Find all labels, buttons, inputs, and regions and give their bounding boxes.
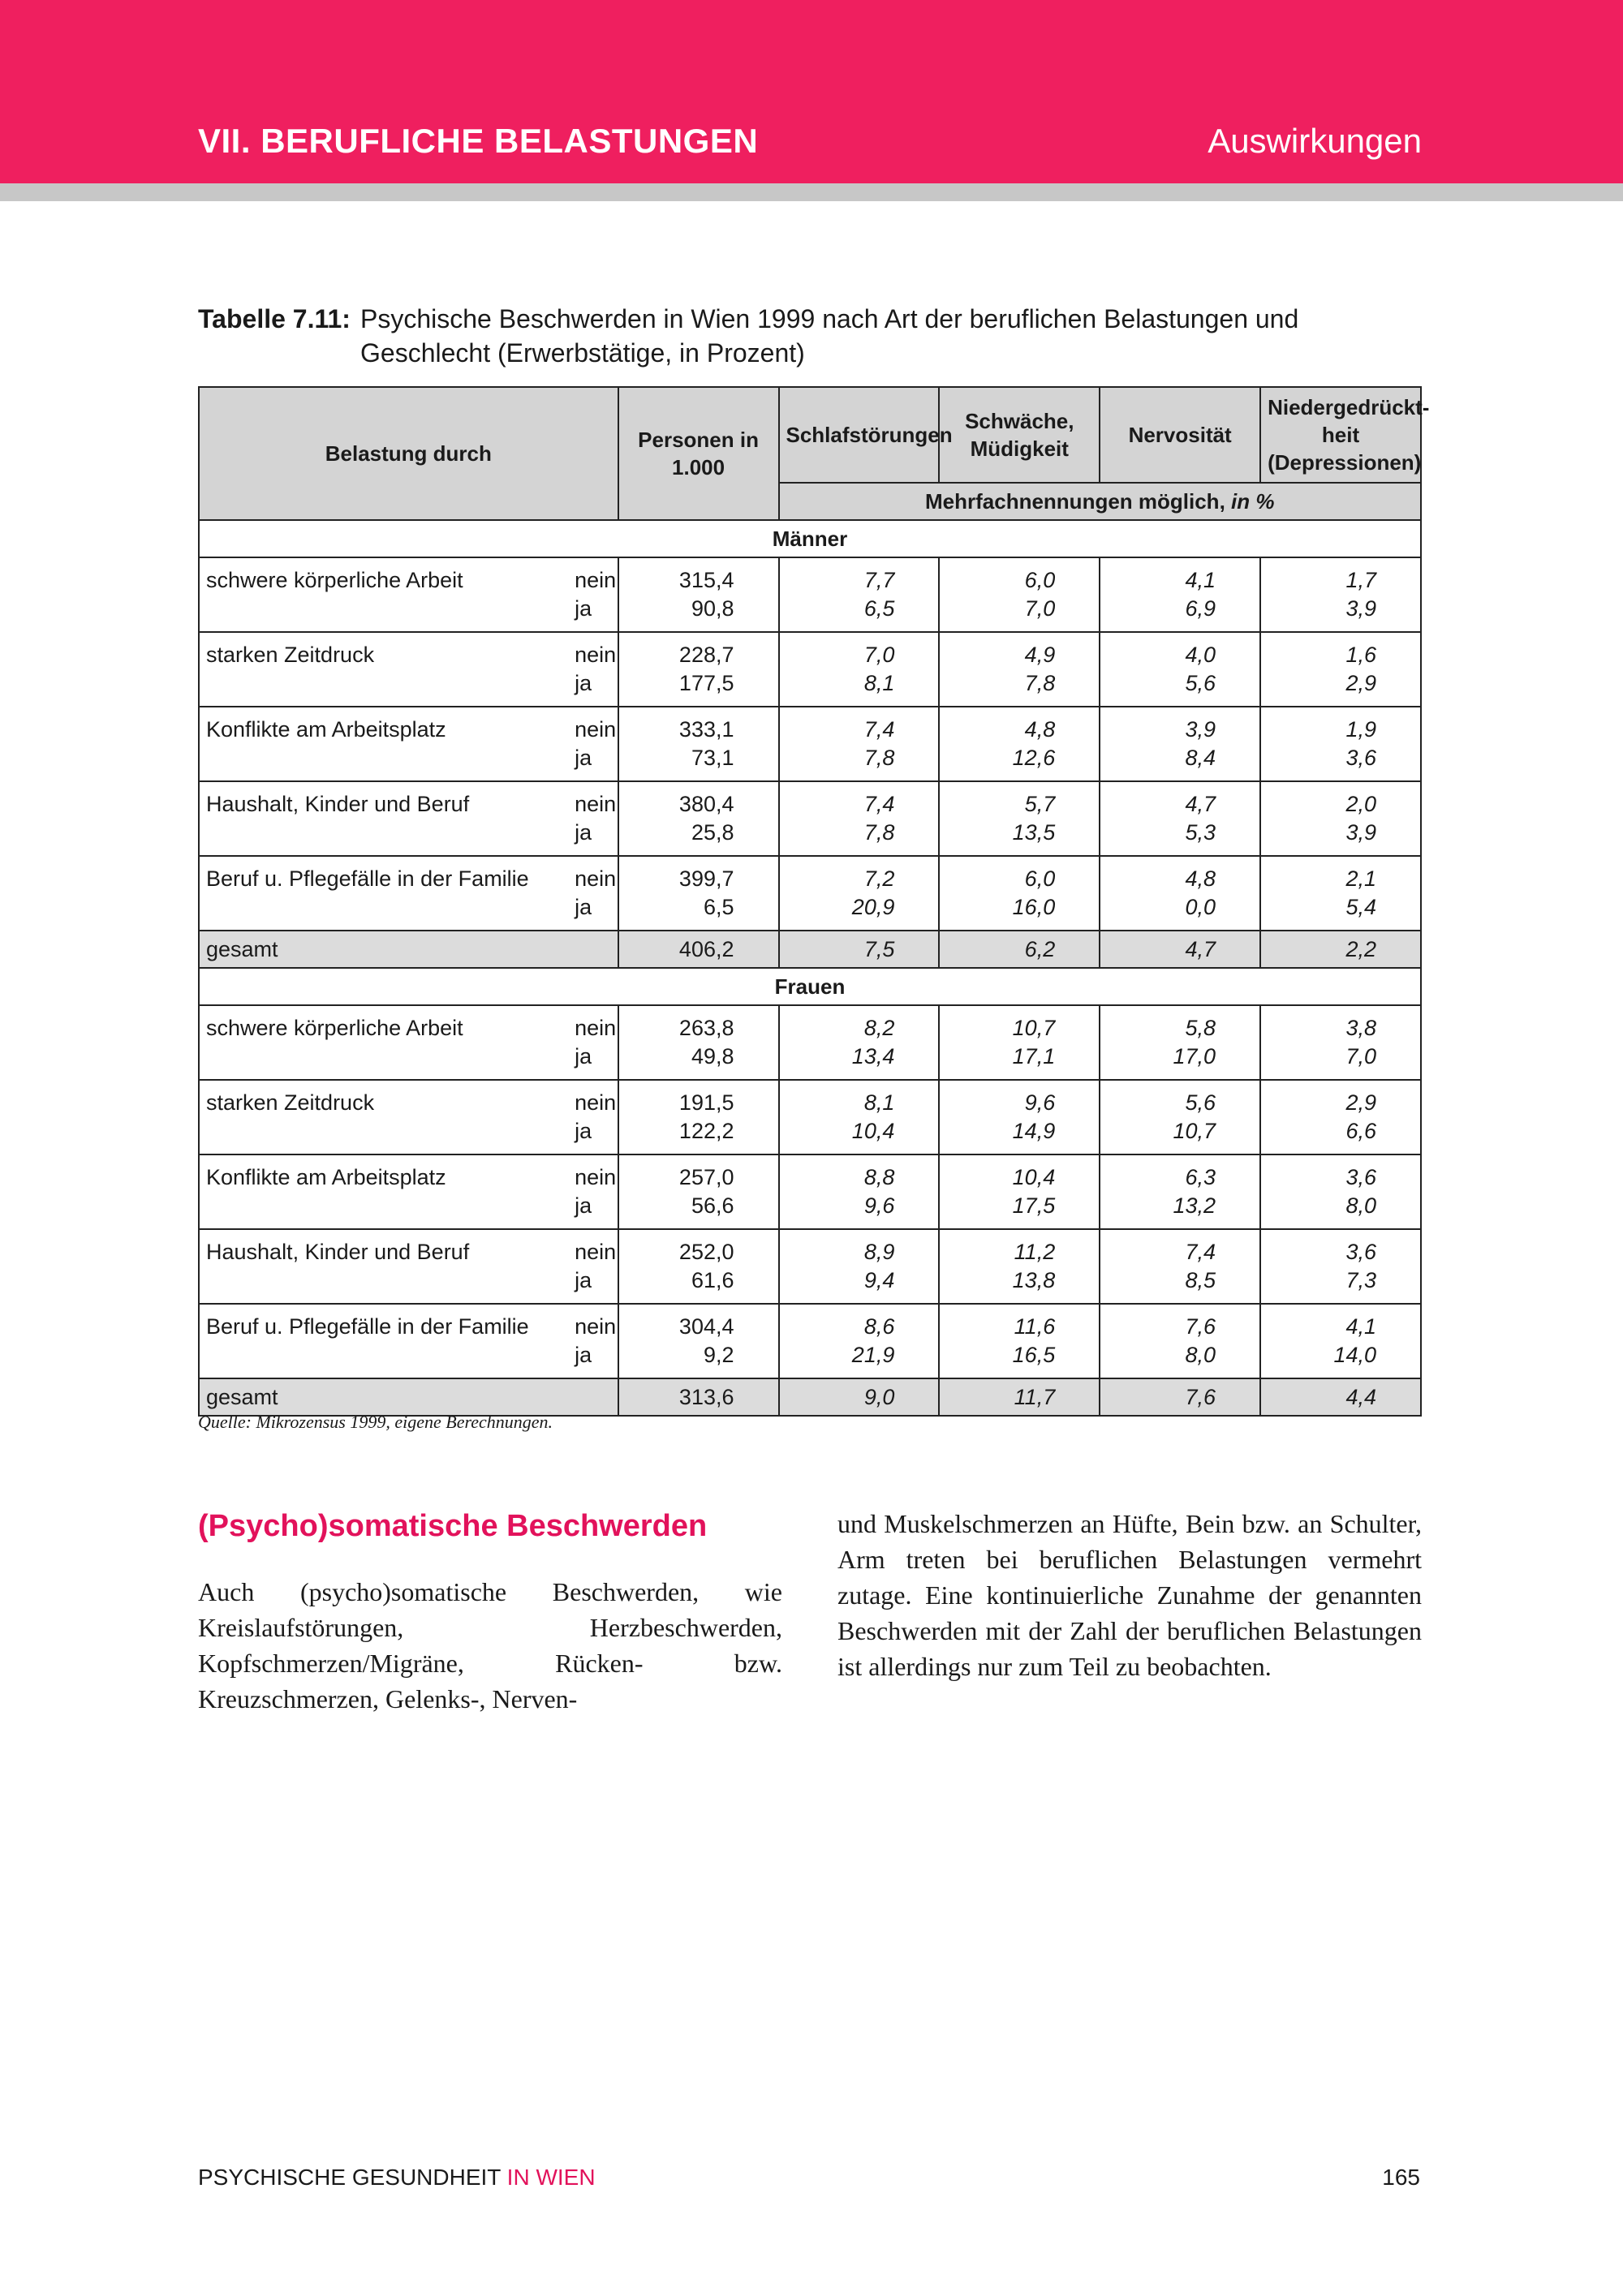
value-ja: 17,1 <box>1012 1044 1056 1068</box>
ja-label: ja <box>575 1343 592 1367</box>
total-personen: 406,2 <box>618 931 779 968</box>
value-ja: 17,5 <box>1012 1193 1056 1218</box>
ja-label: ja <box>575 671 592 695</box>
value-ja: 177,5 <box>678 671 734 695</box>
total-personen: 313,6 <box>618 1378 779 1416</box>
value-nein: 5,7 <box>1024 792 1056 816</box>
cell-personen <box>618 632 779 707</box>
value-nein: 11,2 <box>1014 1240 1056 1264</box>
value-nein: 6,0 <box>1024 866 1056 891</box>
row-label: starken Zeitdruck <box>199 1080 568 1154</box>
value-nein: 7,4 <box>863 717 895 742</box>
cell-schwaeche <box>939 632 1100 707</box>
cell-personen <box>618 1154 779 1229</box>
total-nieder: 4,4 <box>1260 1378 1421 1416</box>
nein-label: nein <box>575 1314 617 1339</box>
value-nein: 4,8 <box>1185 866 1216 891</box>
table-row <box>199 781 1421 856</box>
value-nein: 10,7 <box>1012 1016 1056 1040</box>
total-nervos: 7,6 <box>1100 1378 1260 1416</box>
header-schwaeche: Schwäche, Müdigkeit <box>939 387 1100 483</box>
table-row <box>199 1154 1421 1229</box>
nein-ja-cell <box>568 707 618 781</box>
value-ja: 0,0 <box>1185 895 1216 919</box>
value-ja: 9,2 <box>703 1343 734 1367</box>
group-label: Frauen <box>199 968 1421 1005</box>
cell-schwaeche <box>939 1229 1100 1304</box>
cell-nieder <box>1260 1080 1421 1154</box>
cell-nervos <box>1100 781 1260 856</box>
value-ja: 7,0 <box>1345 1044 1376 1068</box>
value-nein: 4,1 <box>1345 1314 1376 1339</box>
cell-schlaf <box>779 1080 940 1154</box>
body-text-right: und Muskelschmerzen an Hüfte, Bein bzw. an Schulter, Arm treten bei beruflichen Belastungen vermehrt zutage. Eine kontinuierliche Zunahme der genannten Beschwerden mit der Zahl der beruflichen Belastungen ist allerdings nur zum Teil zu beobachten. <box>837 1509 1422 1681</box>
value-nein: 4,0 <box>1185 643 1216 667</box>
value-ja: 6,5 <box>863 596 895 621</box>
header-mehrfach-unit: in % <box>1231 489 1275 514</box>
cell-personen <box>618 781 779 856</box>
cell-nervos <box>1100 1304 1260 1378</box>
page-number: 165 <box>1382 2165 1420 2190</box>
nein-label: nein <box>575 792 617 816</box>
total-schwaeche: 11,7 <box>939 1378 1100 1416</box>
ja-label: ja <box>575 1119 592 1143</box>
value-nein: 191,5 <box>678 1090 734 1115</box>
value-nein: 11,6 <box>1014 1314 1056 1339</box>
table-body <box>199 520 1421 1416</box>
value-ja: 13,2 <box>1173 1193 1216 1218</box>
cell-schwaeche <box>939 856 1100 931</box>
value-nein: 7,2 <box>863 866 895 891</box>
table-row <box>199 1304 1421 1378</box>
nein-label: nein <box>575 717 617 742</box>
nein-label: nein <box>575 1240 617 1264</box>
value-nein: 3,6 <box>1345 1240 1376 1264</box>
value-ja: 7,0 <box>1024 596 1056 621</box>
value-nein: 1,6 <box>1345 643 1376 667</box>
nein-ja-cell <box>568 1005 618 1080</box>
nein-ja-cell <box>568 1154 618 1229</box>
body-text-left: Auch (psycho)somatische Beschwerden, wie Kreislaufstörungen, Herzbeschwerden, Kopfschmerzen/Migräne, Rücken- bzw. Kreuzschmerzen, Gelenks-, Nerven- <box>198 1577 782 1713</box>
header-nervos: Nervosität <box>1100 387 1260 483</box>
cell-schlaf <box>779 781 940 856</box>
value-ja: 16,5 <box>1012 1343 1056 1367</box>
value-ja: 13,8 <box>1012 1268 1056 1292</box>
cell-nervos <box>1100 856 1260 931</box>
ja-label: ja <box>575 895 592 919</box>
value-ja: 8,0 <box>1185 1343 1216 1367</box>
value-ja: 21,9 <box>851 1343 895 1367</box>
value-nein: 9,6 <box>1024 1090 1056 1115</box>
caption-text: Psychische Beschwerden in Wien 1999 nach Art der beruflichen Belastungen und Geschlecht (Erwerbstätige, in Prozent) <box>360 304 1299 368</box>
ja-label: ja <box>575 746 592 770</box>
value-nein: 7,0 <box>863 643 895 667</box>
cell-schwaeche <box>939 707 1100 781</box>
value-nein: 252,0 <box>678 1240 734 1264</box>
value-nein: 2,1 <box>1345 866 1376 891</box>
value-ja: 8,0 <box>1345 1193 1376 1218</box>
nein-ja-cell <box>568 1229 618 1304</box>
table-row <box>199 632 1421 707</box>
header-belastung: Belastung durch <box>199 387 618 520</box>
nein-ja-cell <box>568 856 618 931</box>
value-ja: 8,4 <box>1185 746 1216 770</box>
value-ja: 13,5 <box>1012 820 1056 845</box>
value-nein: 6,0 <box>1024 568 1056 592</box>
footer-title-main: PSYCHISCHE GESUNDHEIT <box>198 2165 501 2190</box>
value-nein: 7,4 <box>1185 1240 1216 1264</box>
header-schlaf: Schlafstörungen <box>779 387 940 483</box>
value-ja: 8,1 <box>863 671 895 695</box>
cell-nervos <box>1100 557 1260 632</box>
value-ja: 5,4 <box>1345 895 1376 919</box>
value-ja: 2,9 <box>1345 671 1376 695</box>
value-ja: 6,9 <box>1185 596 1216 621</box>
value-ja: 13,4 <box>851 1044 895 1068</box>
value-ja: 12,6 <box>1012 746 1056 770</box>
cell-personen <box>618 557 779 632</box>
row-label: Konflikte am Arbeitsplatz <box>199 707 568 781</box>
cell-schlaf <box>779 707 940 781</box>
section-label: Auswirkungen <box>1208 122 1422 160</box>
value-ja: 10,4 <box>851 1119 895 1143</box>
value-ja: 7,8 <box>863 746 895 770</box>
cell-nieder <box>1260 1005 1421 1080</box>
total-label: gesamt <box>199 931 618 968</box>
cell-schlaf <box>779 1005 940 1080</box>
value-ja: 5,6 <box>1185 671 1216 695</box>
ja-label: ja <box>575 1268 592 1292</box>
cell-personen <box>618 1080 779 1154</box>
cell-schlaf <box>779 1154 940 1229</box>
row-label: Haushalt, Kinder und Beruf <box>199 781 568 856</box>
value-nein: 333,1 <box>678 717 734 742</box>
chapter-title: VII. BERUFLICHE BELASTUNGEN <box>198 122 759 160</box>
cell-nervos <box>1100 632 1260 707</box>
value-nein: 4,9 <box>1024 643 1056 667</box>
row-label: Beruf u. Pflegefälle in der Familie <box>199 856 568 931</box>
row-label: Konflikte am Arbeitsplatz <box>199 1154 568 1229</box>
value-ja: 10,7 <box>1173 1119 1216 1143</box>
value-nein: 10,4 <box>1012 1165 1056 1189</box>
cell-nervos <box>1100 1005 1260 1080</box>
value-nein: 399,7 <box>678 866 734 891</box>
nein-label: nein <box>575 643 617 667</box>
value-ja: 3,6 <box>1345 746 1376 770</box>
value-nein: 6,3 <box>1185 1165 1216 1189</box>
cell-nieder <box>1260 856 1421 931</box>
value-ja: 14,0 <box>1333 1343 1376 1367</box>
header-mehrfach-text: Mehrfachnennungen möglich, <box>925 489 1225 514</box>
value-ja: 8,5 <box>1185 1268 1216 1292</box>
value-nein: 5,8 <box>1185 1016 1216 1040</box>
value-ja: 3,9 <box>1345 596 1376 621</box>
nein-ja-cell <box>568 632 618 707</box>
value-ja: 6,6 <box>1345 1119 1376 1143</box>
value-nein: 2,0 <box>1345 792 1376 816</box>
value-nein: 8,1 <box>863 1090 895 1115</box>
cell-nieder <box>1260 1229 1421 1304</box>
table-row <box>199 1080 1421 1154</box>
cell-personen <box>618 1304 779 1378</box>
table-row <box>199 557 1421 632</box>
value-ja: 61,6 <box>691 1268 734 1292</box>
header-mehrfach <box>779 483 1422 520</box>
nein-label: nein <box>575 1165 617 1189</box>
cell-schwaeche <box>939 1154 1100 1229</box>
total-row <box>199 1378 1421 1416</box>
value-ja: 25,8 <box>691 820 734 845</box>
value-ja: 9,4 <box>863 1268 895 1292</box>
cell-schlaf <box>779 856 940 931</box>
cell-personen <box>618 856 779 931</box>
cell-schlaf <box>779 1229 940 1304</box>
value-ja: 9,6 <box>863 1193 895 1218</box>
row-label: schwere körperliche Arbeit <box>199 1005 568 1080</box>
footer-title-accent: IN WIEN <box>506 2165 596 2190</box>
cell-nervos <box>1100 707 1260 781</box>
value-nein: 8,8 <box>863 1165 895 1189</box>
value-nein: 1,9 <box>1345 717 1376 742</box>
value-nein: 4,7 <box>1185 792 1216 816</box>
group-row <box>199 968 1421 1005</box>
value-ja: 49,8 <box>691 1044 734 1068</box>
cell-nervos <box>1100 1080 1260 1154</box>
table-row <box>199 707 1421 781</box>
cell-nieder <box>1260 632 1421 707</box>
cell-schwaeche <box>939 1304 1100 1378</box>
row-label: starken Zeitdruck <box>199 632 568 707</box>
value-nein: 7,4 <box>863 792 895 816</box>
nein-ja-cell <box>568 1304 618 1378</box>
value-nein: 380,4 <box>678 792 734 816</box>
total-label: gesamt <box>199 1378 618 1416</box>
header-rule <box>0 183 1623 201</box>
cell-schwaeche <box>939 1005 1100 1080</box>
cell-nervos <box>1100 1154 1260 1229</box>
cell-personen <box>618 1005 779 1080</box>
section-subheading: (Psycho)somatische Beschwerden <box>198 1509 708 1543</box>
value-ja: 56,6 <box>691 1193 734 1218</box>
nein-label: nein <box>575 866 617 891</box>
value-ja: 7,8 <box>863 820 895 845</box>
value-nein: 7,6 <box>1185 1314 1216 1339</box>
source-note: Quelle: Mikrozensus 1999, eigene Berechnungen. <box>198 1412 553 1432</box>
total-nieder: 2,2 <box>1260 931 1421 968</box>
value-nein: 2,9 <box>1345 1090 1376 1115</box>
value-nein: 263,8 <box>678 1016 734 1040</box>
table-row <box>199 856 1421 931</box>
cell-personen <box>618 1229 779 1304</box>
total-schlaf: 7,5 <box>779 931 940 968</box>
total-row <box>199 931 1421 968</box>
value-nein: 8,2 <box>863 1016 895 1040</box>
cell-nervos <box>1100 1229 1260 1304</box>
value-ja: 14,9 <box>1012 1119 1056 1143</box>
value-ja: 122,2 <box>678 1119 734 1143</box>
header-personen: Personen in 1.000 <box>618 387 779 520</box>
value-nein: 8,6 <box>863 1314 895 1339</box>
cell-schwaeche <box>939 1080 1100 1154</box>
cell-schlaf <box>779 632 940 707</box>
total-nervos: 4,7 <box>1100 931 1260 968</box>
group-label: Männer <box>199 520 1421 557</box>
nein-label: nein <box>575 568 617 592</box>
value-nein: 304,4 <box>678 1314 734 1339</box>
ja-label: ja <box>575 596 592 621</box>
value-nein: 1,7 <box>1345 568 1376 592</box>
value-nein: 257,0 <box>678 1165 734 1189</box>
value-ja: 90,8 <box>691 596 734 621</box>
value-nein: 7,7 <box>863 568 895 592</box>
cell-personen <box>618 707 779 781</box>
table-row <box>199 1005 1421 1080</box>
cell-nieder <box>1260 781 1421 856</box>
nein-ja-cell <box>568 1080 618 1154</box>
value-nein: 3,8 <box>1345 1016 1376 1040</box>
ja-label: ja <box>575 820 592 845</box>
cell-schlaf <box>779 557 940 632</box>
total-schwaeche: 6,2 <box>939 931 1100 968</box>
cell-nieder <box>1260 557 1421 632</box>
value-ja: 20,9 <box>851 895 895 919</box>
cell-nieder <box>1260 1304 1421 1378</box>
cell-schlaf <box>779 1304 940 1378</box>
group-row <box>199 520 1421 557</box>
value-ja: 16,0 <box>1012 895 1056 919</box>
value-nein: 228,7 <box>678 643 734 667</box>
value-ja: 6,5 <box>703 895 734 919</box>
nein-ja-cell <box>568 557 618 632</box>
cell-schwaeche <box>939 781 1100 856</box>
table-row <box>199 1229 1421 1304</box>
value-nein: 315,4 <box>678 568 734 592</box>
cell-nieder <box>1260 707 1421 781</box>
cell-nieder <box>1260 1154 1421 1229</box>
ja-label: ja <box>575 1193 592 1218</box>
row-label: schwere körperliche Arbeit <box>199 557 568 632</box>
value-ja: 7,8 <box>1024 671 1056 695</box>
value-nein: 3,6 <box>1345 1165 1376 1189</box>
row-label: Haushalt, Kinder und Beruf <box>199 1229 568 1304</box>
value-ja: 7,3 <box>1345 1268 1376 1292</box>
nein-label: nein <box>575 1090 617 1115</box>
nein-ja-cell <box>568 781 618 856</box>
total-schlaf: 9,0 <box>779 1378 940 1416</box>
value-ja: 17,0 <box>1173 1044 1216 1068</box>
value-ja: 5,3 <box>1185 820 1216 845</box>
table-caption <box>198 302 1431 370</box>
value-ja: 3,9 <box>1345 820 1376 845</box>
value-nein: 4,1 <box>1185 568 1216 592</box>
ja-label: ja <box>575 1044 592 1068</box>
header-nieder: Niedergedrückt-heit (Depressionen) <box>1260 387 1421 483</box>
row-label: Beruf u. Pflegefälle in der Familie <box>199 1304 568 1378</box>
value-nein: 4,8 <box>1024 717 1056 742</box>
cell-schwaeche <box>939 557 1100 632</box>
value-nein: 8,9 <box>863 1240 895 1264</box>
nein-label: nein <box>575 1016 617 1040</box>
caption-id: Tabelle 7.11: <box>198 304 351 333</box>
footer-title <box>198 2165 596 2191</box>
data-table <box>198 386 1430 1417</box>
value-ja: 73,1 <box>691 746 734 770</box>
value-nein: 3,9 <box>1185 717 1216 742</box>
value-nein: 5,6 <box>1185 1090 1216 1115</box>
